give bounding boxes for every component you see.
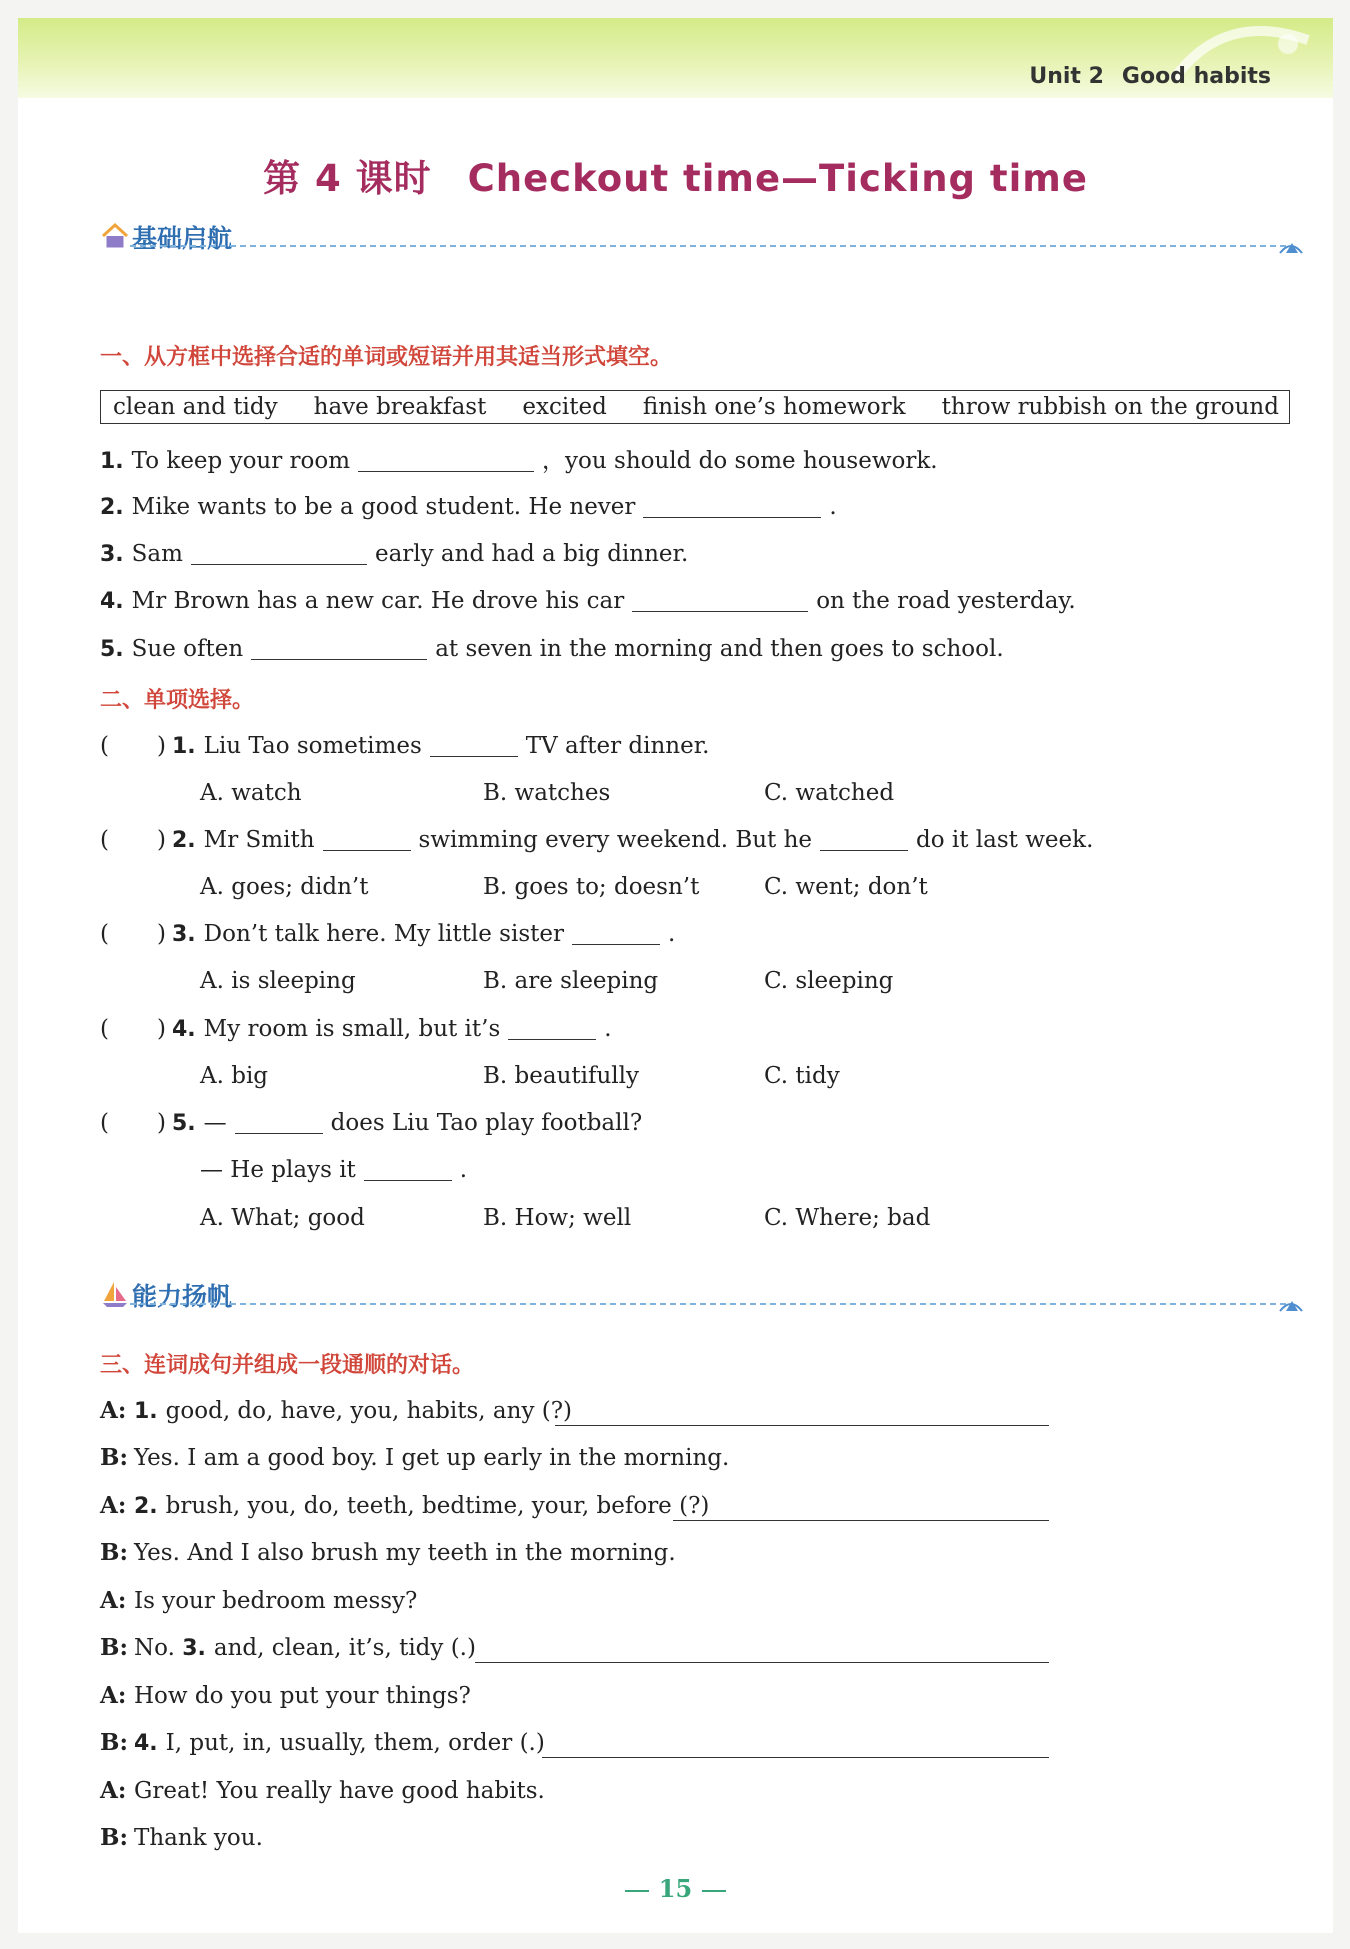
lesson-name: Checkout time—Ticking time: [467, 157, 1088, 200]
option-a[interactable]: A. is sleeping: [200, 968, 356, 994]
option-a[interactable]: A. goes; didn’t: [200, 874, 369, 900]
section-ability-title: 能力扬帆: [132, 1282, 233, 1311]
dialogue-line: [100, 1632, 476, 1665]
unit-topic: Good habits: [1121, 64, 1271, 89]
option-b[interactable]: B. watches: [483, 780, 611, 806]
part3-instruction: 三、连词成句并组成一段通顺的对话。: [100, 1353, 475, 1378]
dialogue-text: Yes. I am a good boy. I get up early in the morning.: [134, 1445, 730, 1471]
answer-line[interactable]: [475, 1662, 1049, 1663]
worksheet-page: [18, 18, 1333, 1933]
option-a[interactable]: A. What; good: [200, 1205, 365, 1231]
item-text: To keep your room: [131, 448, 351, 474]
section-basic-title: 基础启航: [132, 224, 233, 253]
choice-question: [100, 918, 675, 951]
choice-question: [100, 730, 710, 763]
question-text: do it last week.: [916, 827, 1094, 853]
item-number: 1.: [134, 1399, 158, 1424]
section-divider: [130, 1303, 1286, 1305]
item-number: 3.: [182, 1636, 206, 1661]
answer-blank[interactable]: [323, 826, 411, 851]
question-text: TV after dinner.: [525, 733, 710, 759]
item-number: 1.: [172, 734, 196, 759]
dialogue-line: [100, 1727, 545, 1760]
option-a[interactable]: A. watch: [200, 780, 302, 806]
choice-question: [100, 1107, 642, 1140]
answer-blank[interactable]: [643, 493, 821, 518]
dialogue-text: good, do, have, you, habits, any (?): [165, 1398, 573, 1424]
option-a[interactable]: A. big: [200, 1063, 269, 1089]
dialogue-line: [100, 1442, 729, 1474]
question-text: Liu Tao sometimes: [203, 733, 422, 759]
unit-number: Unit 2: [1029, 64, 1104, 89]
item-number: 2.: [100, 495, 124, 520]
dialogue-text: I, put, in, usually, them, order (.): [165, 1730, 545, 1756]
word-bank: [100, 390, 1290, 424]
lesson-title: [18, 148, 1333, 202]
item-text: Mike wants to be a good student. He never: [131, 494, 636, 520]
answer-paren[interactable]: ( ): [100, 1016, 166, 1042]
item-text: Sue often: [131, 636, 244, 662]
option-b[interactable]: B. How; well: [483, 1205, 632, 1231]
dialogue-text: Is your bedroom messy?: [134, 1588, 418, 1614]
question-text: .: [668, 921, 676, 947]
answer-line[interactable]: [555, 1425, 1049, 1426]
question-text: does Liu Tao play football?: [330, 1110, 643, 1136]
speaker: B:: [100, 1539, 128, 1566]
answer-blank[interactable]: [632, 587, 808, 612]
speaker: A:: [100, 1397, 127, 1424]
item-text: ，you should do some housework.: [542, 448, 938, 474]
question-text: .: [459, 1157, 468, 1183]
word-bank-item: throw rubbish on the ground: [941, 394, 1279, 420]
dialogue-line: [100, 1822, 263, 1854]
question-text: My room is small, but it’s: [203, 1016, 501, 1042]
item-text: early and had a big dinner.: [374, 541, 689, 567]
fill-item: [100, 491, 837, 524]
question-text: swimming every weekend. But he: [418, 827, 813, 853]
part1-instruction: 一、从方框中选择合适的单词或短语并用其适当形式填空。: [100, 345, 673, 370]
option-c[interactable]: C. sleeping: [764, 968, 894, 994]
word-bank-item: finish one’s homework: [642, 394, 906, 420]
choice-question: [100, 1013, 612, 1046]
answer-blank[interactable]: [820, 826, 908, 851]
answer-paren[interactable]: ( ): [100, 733, 166, 759]
item-text: Mr Brown has a new car. He drove his car: [131, 588, 625, 614]
item-number: 1.: [100, 449, 124, 474]
answer-blank[interactable]: [358, 447, 534, 472]
speaker: B:: [100, 1634, 128, 1661]
lesson-number: 第 4 课时: [263, 157, 432, 200]
answer-blank[interactable]: [430, 732, 518, 757]
option-b[interactable]: B. goes to; doesn’t: [483, 874, 700, 900]
section-divider: [130, 245, 1286, 247]
dialogue-line: [100, 1490, 709, 1523]
option-b[interactable]: B. beautifully: [483, 1063, 640, 1089]
answer-paren[interactable]: ( ): [100, 827, 166, 853]
dialogue-line: [100, 1537, 676, 1569]
question-continuation: [200, 1154, 467, 1186]
part2-instruction: 二、单项选择。: [100, 688, 255, 713]
question-text: Don’t talk here. My little sister: [203, 921, 564, 947]
answer-blank[interactable]: [191, 540, 367, 565]
answer-blank[interactable]: [508, 1015, 596, 1040]
unit-label: [1029, 64, 1271, 89]
option-c[interactable]: C. watched: [764, 780, 895, 806]
speaker: A:: [100, 1777, 127, 1804]
answer-blank[interactable]: [235, 1109, 323, 1134]
house-icon: [100, 221, 130, 251]
page-number-value: 15: [658, 1874, 693, 1903]
option-c[interactable]: C. Where; bad: [764, 1205, 931, 1231]
option-c[interactable]: C. went; don’t: [764, 874, 928, 900]
speaker: B:: [100, 1729, 128, 1756]
word-bank-item: have breakfast: [313, 394, 487, 420]
dialogue-line: [100, 1585, 417, 1617]
dialogue-text: Thank you.: [134, 1825, 263, 1851]
choice-question: [100, 824, 1093, 857]
item-number: 4.: [100, 589, 124, 614]
question-text: .: [604, 1016, 612, 1042]
speaker: B:: [100, 1444, 128, 1471]
item-number: 4.: [134, 1731, 158, 1756]
section-ability-header: [100, 1273, 1300, 1313]
item-text: on the road yesterday.: [816, 588, 1076, 614]
header-band: [18, 18, 1333, 98]
page-number: [18, 1874, 1333, 1903]
item-text: Sam: [131, 541, 183, 567]
item-number: 3.: [172, 922, 196, 947]
fill-item: [100, 633, 1004, 666]
sail-end-icon: [1278, 1293, 1304, 1315]
sail-end-icon: [1278, 235, 1304, 257]
item-text: at seven in the morning and then goes to school.: [435, 636, 1004, 662]
question-text: Mr Smith: [203, 827, 315, 853]
answer-paren[interactable]: ( ): [100, 1110, 166, 1136]
answer-line[interactable]: [673, 1520, 1049, 1521]
dialogue-text: Great! You really have good habits.: [134, 1778, 545, 1804]
page-number-dash: [702, 1890, 726, 1892]
word-bank-item: excited: [522, 394, 607, 420]
fill-item: [100, 445, 938, 478]
section-basic-header: [100, 215, 1300, 255]
item-number: 3.: [100, 542, 124, 567]
answer-blank[interactable]: [251, 635, 427, 660]
option-c[interactable]: C. tidy: [764, 1063, 840, 1089]
answer-line[interactable]: [542, 1757, 1049, 1758]
item-number: 5.: [100, 637, 124, 662]
dialogue-text: How do you put your things?: [134, 1683, 471, 1709]
question-text: — He plays it: [200, 1157, 356, 1183]
item-text: .: [829, 494, 837, 520]
option-b[interactable]: B. are sleeping: [483, 968, 659, 994]
speaker: A:: [100, 1492, 127, 1519]
speaker: B:: [100, 1824, 128, 1851]
dialogue-text: and, clean, it’s, tidy (.): [213, 1635, 476, 1661]
answer-blank[interactable]: [364, 1156, 452, 1181]
answer-blank[interactable]: [572, 920, 660, 945]
dialogue-line: [100, 1395, 572, 1428]
item-number: 2.: [134, 1494, 158, 1519]
word-bank-item: clean and tidy: [113, 394, 278, 420]
fill-item: [100, 538, 688, 571]
dialogue-text: Yes. And I also brush my teeth in the morning.: [134, 1540, 676, 1566]
item-number: 5.: [172, 1111, 196, 1136]
dialogue-text: brush, you, do, teeth, bedtime, your, before (?): [165, 1493, 710, 1519]
dialogue-text: No.: [134, 1635, 175, 1661]
sailboat-icon: [100, 1279, 130, 1309]
dialogue-line: [100, 1775, 545, 1807]
item-number: 2.: [172, 828, 196, 853]
answer-paren[interactable]: ( ): [100, 921, 166, 947]
item-number: 4.: [172, 1017, 196, 1042]
speaker: A:: [100, 1587, 127, 1614]
fill-item: [100, 585, 1076, 618]
dialogue-line: [100, 1680, 471, 1712]
question-text: —: [203, 1110, 227, 1136]
page-number-dash: [625, 1890, 649, 1892]
speaker: A:: [100, 1682, 127, 1709]
